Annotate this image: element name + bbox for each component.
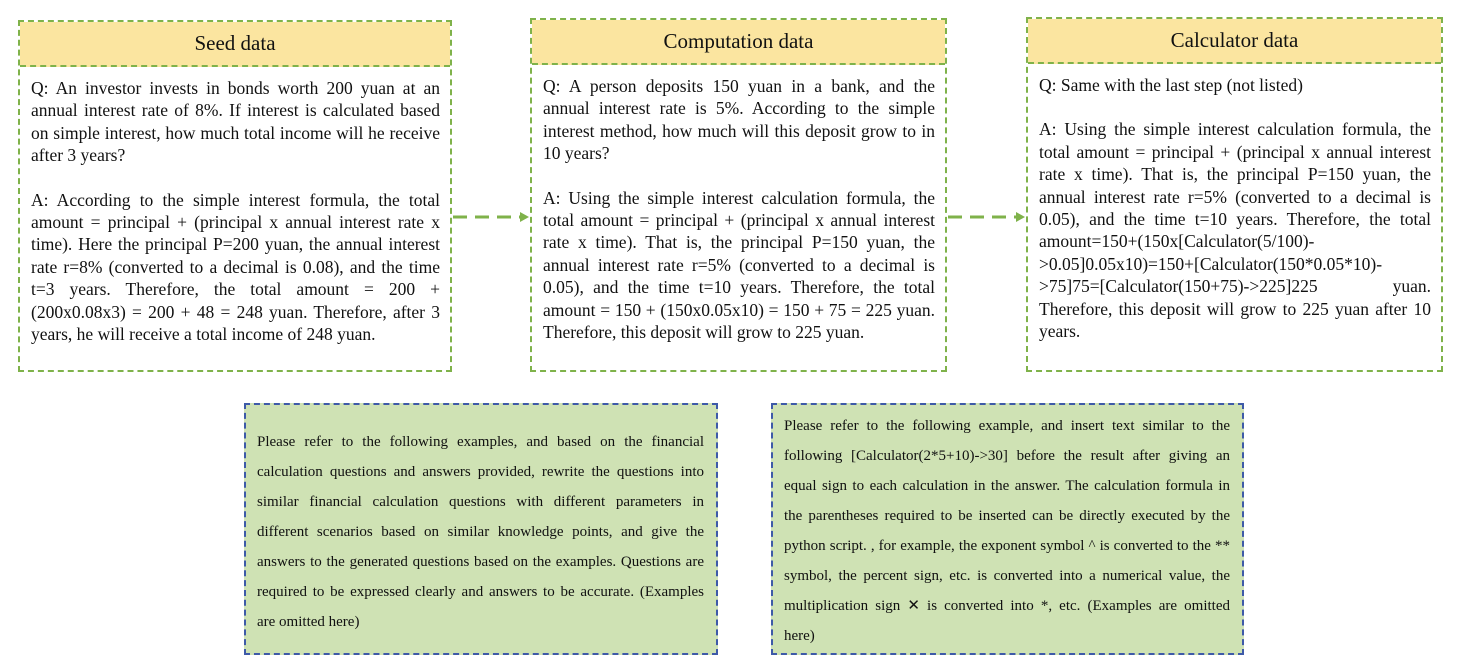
computation-question: Q: A person deposits 150 yuan in a bank, and the annual interest rate is 5%. According to the simple interest method, how much will this deposit grow to in 10 years?	[543, 76, 935, 164]
calculator-answer: A: Using the simple interest calculation formula, the total amount = principal + (principal x annual interest rate x time). That is, the principal P=150 yuan, the annual interest rate r=5% (converted to a decimal is 0.05), and the time t=10 years. Therefore, the total amount=150+(150x[Calculator(5/100)->0.05]0.05x10)=150+[Calculator(150*0.05*10)->75]75=[Calculator(150+75)->225]225 yuan. Therefore, this deposit will grow to 225 yuan after 10 years.	[1039, 119, 1431, 342]
seed-answer: A: According to the simple interest formula, the total amount = principal + (principal x annual interest rate x time). Here the principal P=200 yuan, the annual interest rate r=8% (converted to a decimal is 0.08), and the time t=3 years. Therefore, the total amount = 200 + (200x0.08x3) = 200 + 48 = 248 yuan. Therefore, after 3 years, he will receive a total income of 248 yuan.	[31, 189, 440, 345]
rewrite-prompt-box: Please refer to the following examples, and based on the financial calculation questions and answers provided, rewrite the questions into similar financial calculation questions with different parameters in different scenarios based on similar knowledge points, and give the answers to the generated questions based on the examples. Questions are required to be expressed clearly and answers to be accurate. (Examples are omitted here)	[244, 403, 718, 655]
arrow-computation-to-calculator	[948, 212, 1025, 222]
seed-data-title: Seed data	[20, 22, 450, 67]
calculator-question: Q: Same with the last step (not listed)	[1039, 75, 1303, 95]
computation-data-title: Computation data	[532, 20, 945, 65]
computation-answer: A: Using the simple interest calculation formula, the total amount = principal + (principal x annual interest rate x time). That is, the principal P=150 yuan, the annual interest rate r=5% (converted to a decimal is 0.05), and the time t=10 years. Therefore, the total amount = 150 + (150x0.05x10) = 150 + 75 = 225 yuan. Therefore, this deposit will grow to 225 yuan.	[543, 187, 935, 343]
calculator-prompt-box: Please refer to the following example, and insert text similar to the following [Calculator(2*5+10)->30] before the result after giving an equal sign to each calculation in the answer. The calculation formula in the parentheses required to be inserted can be directly executed by the python script. , for example, the exponent symbol ^ is converted to the ** symbol, the percent sign, etc. is converted into a numerical value, the multiplication sign ✕ is converted into *, etc. (Examples are omitted here)	[771, 403, 1244, 655]
seed-question: Q: An investor invests in bonds worth 200 yuan at an annual interest rate of 8%. If interest is calculated based on simple interest, how much total income will he receive after 3 years?	[31, 78, 440, 166]
calculator-data-title: Calculator data	[1028, 19, 1441, 64]
arrow-seed-to-computation	[453, 212, 529, 222]
